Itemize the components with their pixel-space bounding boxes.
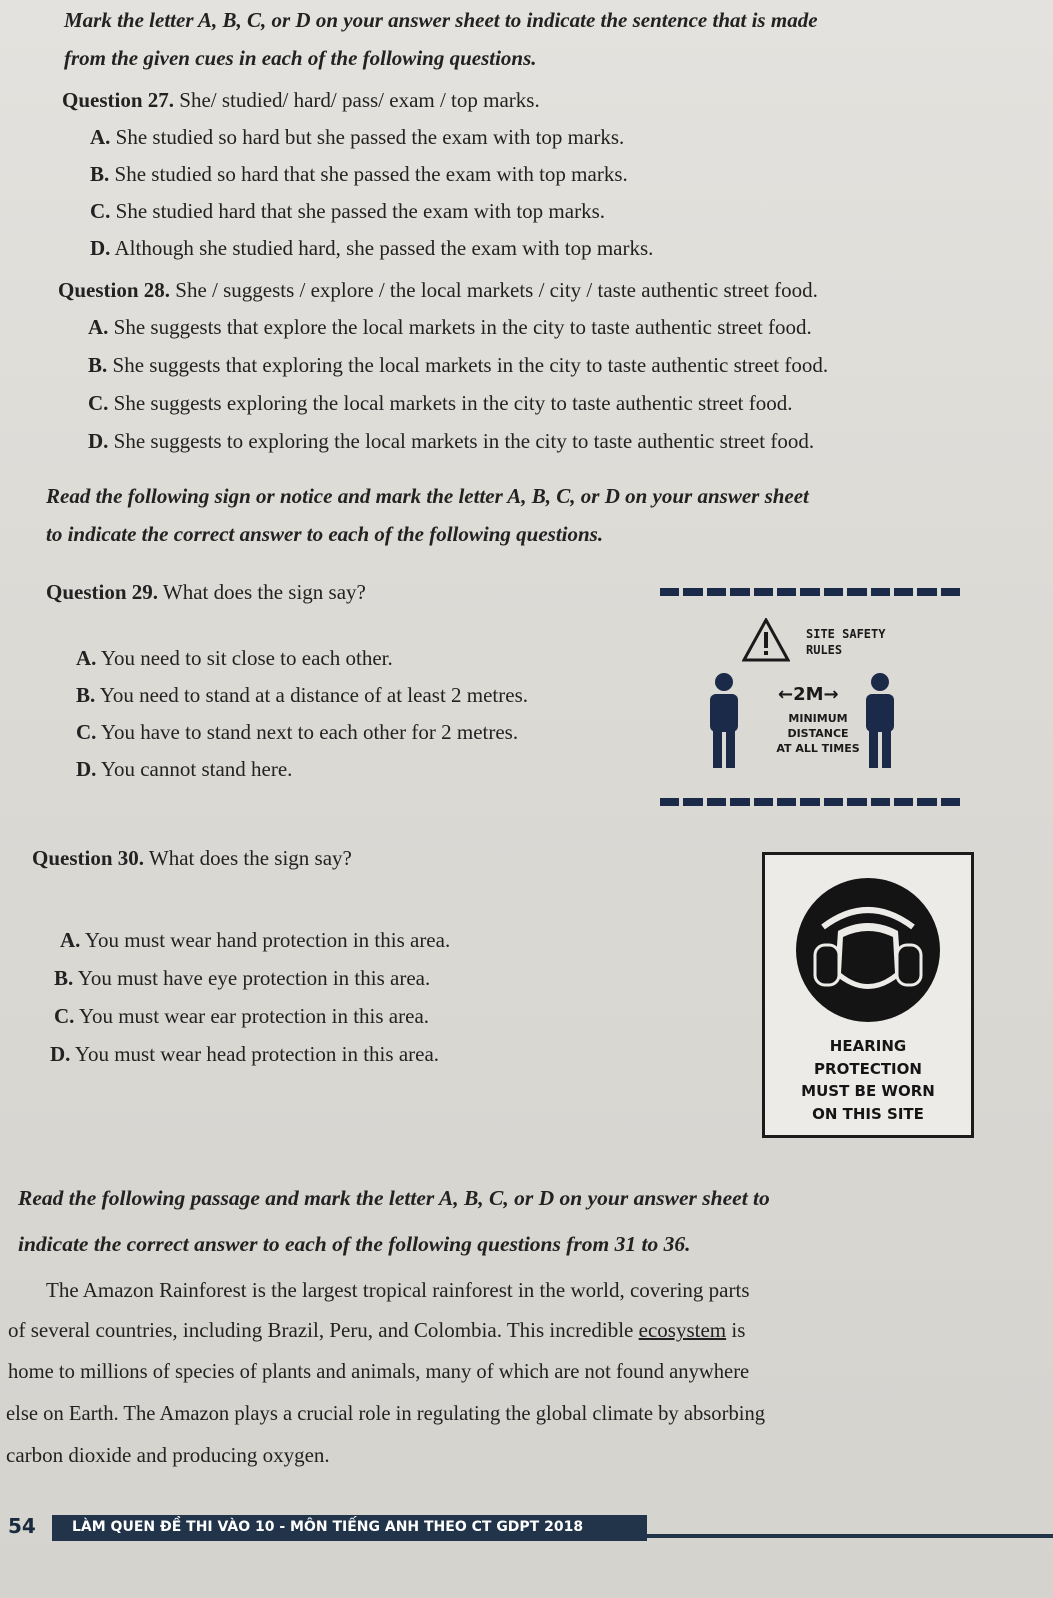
q29-option-a[interactable] — [76, 646, 393, 671]
instructions-line-2: from the given cues in each of the following questions. — [64, 46, 537, 70]
q28-option-c[interactable] — [88, 391, 793, 416]
option-letter: C. — [90, 199, 111, 223]
q28-option-a[interactable] — [88, 315, 812, 340]
option-letter: A. — [76, 646, 97, 670]
ear-protection-icon — [793, 875, 943, 1025]
q29-option-c[interactable] — [76, 720, 518, 745]
passage-text: of several countries, including Brazil, Peru, and Colombia. This incredible — [8, 1318, 639, 1342]
option-letter: C. — [88, 391, 109, 415]
q30-option-b[interactable] — [54, 966, 430, 991]
person-left-icon — [704, 672, 744, 768]
option-text: She suggests exploring the local markets in the city to taste authentic street food. — [113, 391, 793, 415]
question-number: Question 30. — [32, 846, 145, 870]
question-number: Question 28. — [58, 278, 171, 302]
q27-option-a[interactable] — [90, 125, 624, 150]
question-30 — [32, 846, 352, 871]
question-text: What does the sign say? — [162, 580, 366, 604]
sign-line-2: PROTECTION — [814, 1059, 922, 1078]
sign-title-line-2: RULES — [806, 643, 843, 658]
question-number: Question 29. — [46, 580, 159, 604]
passage-text: is — [726, 1318, 746, 1342]
q27-option-b[interactable] — [90, 162, 628, 187]
warning-triangle-icon — [742, 618, 790, 662]
option-text: You have to stand next to each other for 2 metres. — [100, 720, 519, 744]
option-text: You must wear hand protection in this area. — [84, 928, 451, 952]
passage-line-4: else on Earth. The Amazon plays a crucial role in regulating the global climate by absorbing — [6, 1403, 766, 1425]
option-text: She suggests that exploring the local markets in the city to taste authentic street food. — [112, 353, 829, 377]
sign-line-3: AT ALL TIMES — [776, 741, 860, 755]
page-number: 54 — [8, 1514, 36, 1538]
passage-line-3: home to millions of species of plants and animals, many of which are not found anywhere — [8, 1361, 750, 1383]
instructions-line-1: Mark the letter A, B, C, or D on your answer sheet to indicate the sentence that is made — [64, 8, 818, 32]
q29-option-b[interactable] — [76, 683, 528, 708]
instructions-2-line-2: to indicate the correct answer to each of the following questions. — [46, 522, 604, 546]
q30-option-a[interactable] — [60, 928, 450, 953]
option-text: She suggests that explore the local markets in the city to taste authentic street food. — [113, 315, 812, 339]
q30-option-c[interactable] — [54, 1004, 429, 1029]
sign-line-2: DISTANCE — [787, 726, 849, 740]
question-text: What does the sign say? — [148, 846, 352, 870]
option-letter: D. — [90, 236, 111, 260]
page-footer — [0, 1508, 1053, 1550]
question-27 — [62, 88, 540, 113]
sign-line-3: MUST BE WORN — [801, 1082, 935, 1100]
sign-title-line-1: SITE SAFETY — [806, 627, 886, 641]
option-text: You must wear ear protection in this area. — [78, 1004, 430, 1028]
q27-option-c[interactable] — [90, 199, 605, 224]
passage-line-1: The Amazon Rainforest is the largest tropical rainforest in the world, covering parts — [46, 1278, 750, 1302]
sign-line-4: ON THIS SITE — [812, 1104, 924, 1123]
option-letter: D. — [50, 1042, 71, 1066]
hearing-sign-text — [765, 1035, 971, 1125]
option-text: You must wear head protection in this area. — [74, 1042, 440, 1066]
question-28 — [58, 278, 818, 303]
option-letter: D. — [76, 757, 97, 781]
option-text: She suggests to exploring the local markets in the city to taste authentic street food. — [113, 429, 815, 453]
question-cue: She/ studied/ hard/ pass/ exam / top marks. — [179, 88, 540, 112]
hearing-protection-sign — [762, 852, 974, 1138]
option-letter: B. — [54, 966, 74, 990]
option-letter: D. — [88, 429, 109, 453]
sign-top-border — [660, 588, 960, 596]
option-letter: B. — [88, 353, 108, 377]
sign-bottom-border — [660, 798, 960, 806]
option-text: She studied so hard that she passed the exam with top marks. — [114, 162, 628, 186]
passage-line-2 — [8, 1318, 745, 1343]
q27-option-d[interactable] — [90, 236, 653, 261]
option-text: You need to sit close to each other. — [100, 646, 393, 670]
option-text: You must have eye protection in this area. — [77, 966, 431, 990]
instructions-2-line-1: Read the following sign or notice and mark the letter A, B, C, or D on your answer sheet — [46, 484, 809, 508]
question-29 — [46, 580, 366, 605]
q30-option-d[interactable] — [50, 1042, 439, 1067]
footer-rule — [647, 1534, 1053, 1538]
sign-line-1: HEARING — [829, 1037, 907, 1055]
option-text: She studied hard that she passed the exam with top marks. — [115, 199, 605, 223]
question-number: Question 27. — [62, 88, 175, 112]
sign-line-1: MINIMUM — [788, 712, 848, 725]
option-text: She studied so hard but she passed the exam with top marks. — [115, 125, 625, 149]
passage-line-5: carbon dioxide and producing oxygen. — [6, 1443, 330, 1467]
option-letter: C. — [54, 1004, 75, 1028]
option-text: Although she studied hard, she passed the exam with top marks. — [114, 236, 654, 260]
q28-option-d[interactable] — [88, 429, 814, 454]
option-letter: A. — [88, 315, 109, 339]
option-letter: A. — [60, 928, 81, 952]
question-cue: She / suggests / explore / the local markets / city / taste authentic street food. — [175, 278, 818, 302]
q29-option-d[interactable] — [76, 757, 292, 782]
underlined-word: ecosystem — [638, 1318, 727, 1342]
option-text: You cannot stand here. — [100, 757, 293, 781]
option-letter: C. — [76, 720, 97, 744]
distance-label: ←2M→ — [778, 684, 839, 705]
instructions-3-line-2: indicate the correct answer to each of the following questions from 31 to 36. — [18, 1232, 691, 1256]
q28-option-b[interactable] — [88, 353, 828, 378]
option-letter: B. — [76, 683, 96, 707]
option-letter: B. — [90, 162, 110, 186]
site-safety-sign — [660, 588, 960, 808]
sign-title — [806, 626, 885, 658]
instructions-3-line-1: Read the following passage and mark the letter A, B, C, or D on your answer sheet to — [18, 1186, 770, 1210]
person-right-icon — [860, 672, 900, 768]
option-letter: A. — [90, 125, 111, 149]
option-text: You need to stand at a distance of at least 2 metres. — [99, 683, 529, 707]
footer-title: LÀM QUEN ĐỀ THI VÀO 10 - MÔN TIẾNG ANH THEO CT GDPT 2018 — [72, 1519, 584, 1535]
